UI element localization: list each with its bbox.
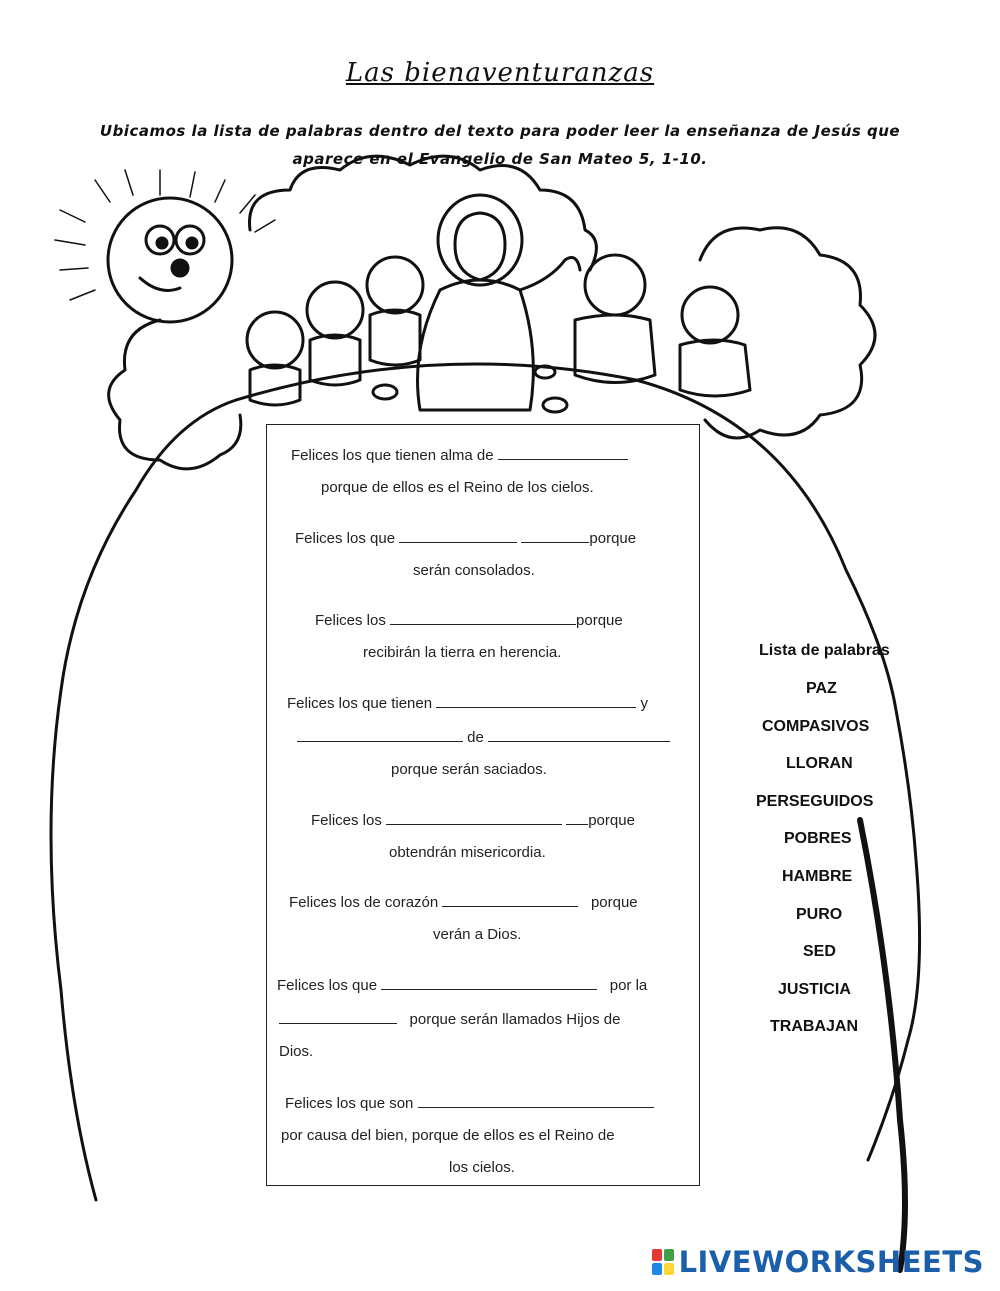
- child-3: [367, 257, 423, 313]
- word-compasivos[interactable]: COMPASIVOS: [762, 718, 870, 735]
- instructions-line-2: aparece en el Evangelio de San Mateo 5, 1-10.: [292, 150, 708, 168]
- beatitude-2-continuation: serán consolados.: [413, 562, 535, 579]
- beatitude-8-blank[interactable]: [418, 1093, 654, 1108]
- beatitude-5-blank-b[interactable]: [566, 810, 588, 825]
- word-lloran[interactable]: LLORAN: [786, 755, 853, 772]
- liveworksheets-logo-icon: [651, 1248, 675, 1276]
- liveworksheets-logo[interactable]: [651, 1245, 984, 1279]
- beatitude-6-porque: porque: [590, 894, 638, 911]
- beatitude-4-de: de: [467, 729, 484, 746]
- beatitude-2-blank-a[interactable]: [399, 528, 517, 543]
- word-puro[interactable]: PURO: [796, 906, 843, 923]
- word-trabajan[interactable]: TRABAJAN: [770, 1018, 858, 1035]
- beatitudes-text-box: [266, 424, 700, 1186]
- beatitude-7-text: Felices los que: [277, 977, 378, 994]
- mountain-edge: [860, 820, 905, 1270]
- beatitude-7-continuation: porque serán llamados Hijos de: [409, 1011, 621, 1028]
- beatitude-4-blank-b[interactable]: [297, 727, 463, 742]
- beatitude-2-porque: porque: [589, 530, 637, 547]
- beatitude-1-blank[interactable]: [498, 445, 628, 460]
- beatitude-1-text: Felices los que tienen alma de: [291, 447, 494, 464]
- child-5: [682, 287, 738, 343]
- beatitude-5-continuation: obtendrán misericordia.: [389, 844, 546, 861]
- beatitude-3-continuation: recibirán la tierra en herencia.: [363, 644, 562, 661]
- beatitude-8-text: Felices los que son: [285, 1095, 414, 1112]
- beatitude-7-end: Dios.: [279, 1043, 314, 1060]
- beatitude-5-blank-a[interactable]: [386, 810, 562, 825]
- beatitude-6-continuation: verán a Dios.: [433, 926, 522, 943]
- page-title: Las bienaventuranzas: [345, 58, 655, 88]
- word-justicia[interactable]: JUSTICIA: [778, 981, 851, 998]
- beatitude-8-end: los cielos.: [449, 1159, 515, 1176]
- sun-face: [108, 198, 232, 322]
- beatitude-5-porque: porque: [588, 812, 635, 829]
- word-hambre[interactable]: HAMBRE: [782, 868, 853, 885]
- beatitude-2-text: Felices los que: [295, 530, 396, 547]
- child-2: [307, 282, 363, 338]
- sun-rays: [55, 170, 275, 300]
- cloud-right: [700, 228, 875, 438]
- beatitude-2-blank-b[interactable]: [521, 528, 589, 543]
- cloud-top: [250, 156, 597, 270]
- instructions-line-1: Ubicamos la lista de palabras dentro del texto para poder leer la enseñanza de Jesús que: [99, 122, 901, 140]
- word-list-title: Lista de palabras: [759, 642, 890, 659]
- child-1: [247, 312, 303, 368]
- beatitude-3-blank[interactable]: [390, 610, 576, 625]
- beatitude-4-text: Felices los que tienen: [287, 695, 433, 712]
- beatitude-6-blank[interactable]: [442, 892, 578, 907]
- beatitude-4-continuation: porque serán saciados.: [391, 761, 547, 778]
- beatitude-3-porque: porque: [576, 612, 623, 629]
- jesus-robe: [418, 280, 534, 410]
- word-pobres[interactable]: POBRES: [784, 830, 852, 847]
- word-perseguidos[interactable]: PERSEGUIDOS: [756, 793, 874, 810]
- beatitude-7-blank-a[interactable]: [381, 975, 597, 990]
- jesus-halo: [438, 195, 522, 285]
- cloud-left: [109, 320, 241, 469]
- beatitude-6-text: Felices los de corazón: [289, 894, 439, 911]
- beatitude-3-text: Felices los: [315, 612, 386, 629]
- word-paz[interactable]: PAZ: [806, 680, 837, 697]
- liveworksheets-logo-text: LIVEWORKSHEETS: [678, 1245, 984, 1279]
- child-4: [585, 255, 645, 315]
- beatitude-7-blank-b[interactable]: [279, 1009, 397, 1024]
- beatitude-4-y: y: [640, 695, 648, 712]
- beatitude-4-blank-a[interactable]: [436, 693, 636, 708]
- beatitude-1-continuation: porque de ellos es el Reino de los cielos.: [321, 479, 594, 496]
- beatitude-7-por-la: por la: [609, 977, 648, 994]
- beatitude-4-blank-c[interactable]: [488, 727, 670, 742]
- beatitude-5-text: Felices los: [311, 812, 382, 829]
- jesus-head: [455, 213, 505, 280]
- beatitude-8-continuation: por causa del bien, porque de ellos es el Reino de: [281, 1127, 615, 1144]
- word-sed[interactable]: SED: [803, 943, 836, 960]
